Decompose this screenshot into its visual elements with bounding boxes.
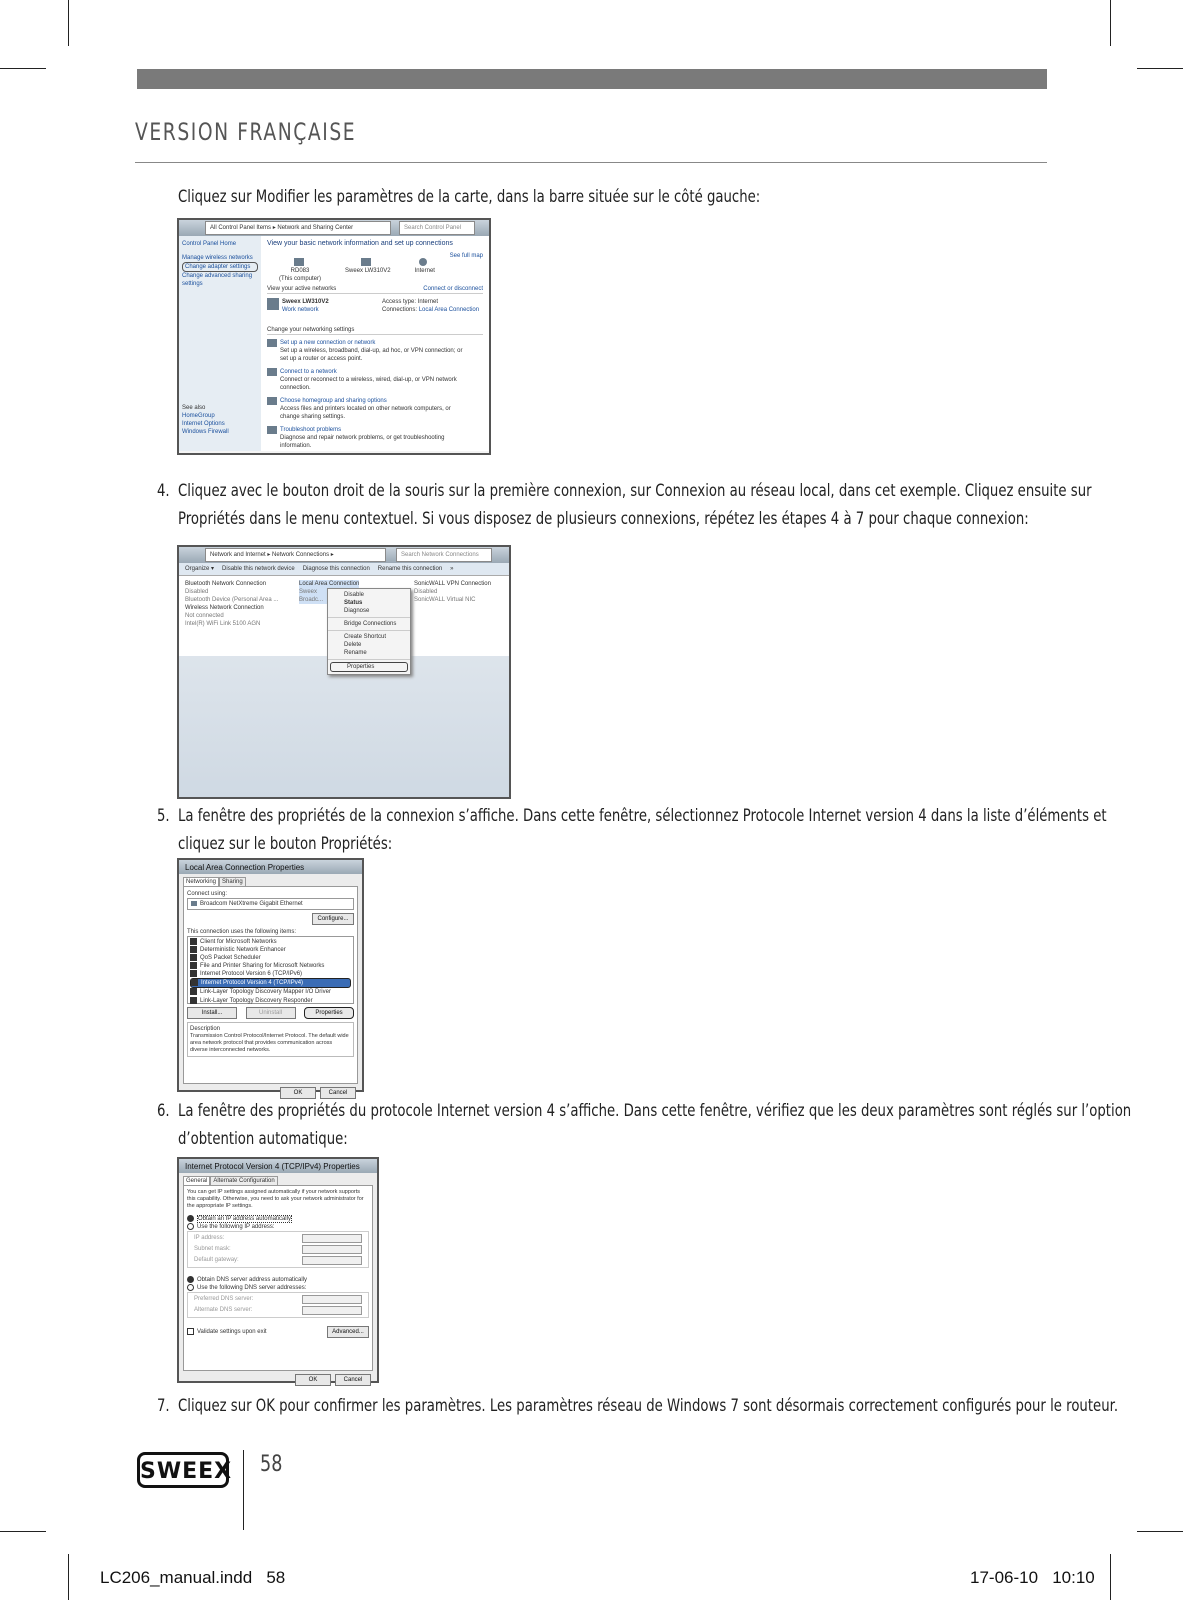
setup-connection-icon xyxy=(267,339,277,347)
connection-item[interactable]: Wireless Network Connection Not connected Intel(R) WiFi Link 5100 AGN xyxy=(185,605,264,627)
task-item[interactable]: Choose homegroup and sharing options Access files and printers located on other network computers, or change sharing settings. xyxy=(267,397,483,421)
search-box[interactable]: Search Network Connections xyxy=(396,548,492,562)
checkbox-icon[interactable] xyxy=(190,962,197,969)
list-item[interactable]: File and Printer Sharing for Microsoft Networks xyxy=(190,962,351,970)
checkbox-icon[interactable] xyxy=(190,997,197,1004)
ip-address-input[interactable] xyxy=(302,1234,362,1243)
description-text: Transmission Control Protocol/Internet Protocol. The default wide area network protocol that provides communication across diverse interconnected networks. xyxy=(190,1033,349,1053)
context-menu xyxy=(327,588,411,675)
radio-obtain-dns[interactable]: Obtain DNS server address automatically xyxy=(187,1276,369,1284)
footer-divider xyxy=(243,1450,244,1530)
toolbar-more[interactable]: » xyxy=(450,566,454,572)
slug-filename: LC206_manual.indd 58 xyxy=(100,1568,286,1587)
connect-using-label: Connect using: xyxy=(187,891,228,897)
tab-alternate[interactable]: Alternate Configuration xyxy=(210,1176,277,1185)
page-number: 58 xyxy=(260,1452,283,1477)
task-item[interactable]: Set up a new connection or network Set up a wireless, broadband, dial-up, ad hoc, or VPN connection; or set up a router or access point. xyxy=(267,339,483,363)
see-also-link[interactable]: Internet Options xyxy=(182,421,225,427)
main-pane xyxy=(261,236,489,451)
menu-item-delete[interactable]: Delete xyxy=(344,642,362,648)
items-list xyxy=(187,936,354,1004)
checkbox-icon[interactable] xyxy=(190,938,197,945)
validate-checkbox[interactable]: Validate settings upon exit xyxy=(187,1328,267,1336)
alternate-dns-input[interactable] xyxy=(302,1306,362,1315)
radio-use-dns[interactable]: Use the following DNS server addresses: xyxy=(187,1284,369,1292)
radio-icon[interactable] xyxy=(187,1223,194,1230)
list-item[interactable]: Deterministic Network Enhancer xyxy=(190,946,351,954)
sidebar-item-change-adapter[interactable]: Change adapter settings xyxy=(182,262,258,272)
items-label: This connection uses the following items: xyxy=(187,929,297,935)
see-also-link[interactable]: HomeGroup xyxy=(182,413,215,419)
network-node: RD083 (This computer) xyxy=(279,258,321,283)
step-number: 6. xyxy=(157,1101,170,1121)
screenshot-network-connections xyxy=(177,545,511,799)
step-text: La fenêtre des propriétés du protocole Internet version 4 s’affiche. Dans cette fenêtre, vérifiez que les deux paramètres sont réglés sur l’option xyxy=(178,1101,1132,1121)
menu-item-properties[interactable]: Properties xyxy=(330,662,408,672)
router-icon xyxy=(361,258,371,266)
checkbox-icon[interactable] xyxy=(190,988,197,995)
see-also-label: See also xyxy=(182,405,206,411)
toolbar-button[interactable]: Diagnose this connection xyxy=(302,566,370,572)
tab-general[interactable]: General xyxy=(183,1176,210,1185)
step-number: 5. xyxy=(157,806,170,826)
checkbox-icon[interactable] xyxy=(191,979,198,986)
checkbox-icon[interactable] xyxy=(190,970,197,977)
step-number: 7. xyxy=(157,1396,170,1416)
dialog-title: Internet Protocol Version 4 (TCP/IPv4) Properties xyxy=(179,1159,377,1173)
list-item[interactable]: Link-Layer Topology Discovery Responder xyxy=(190,997,351,1005)
checkbox-icon[interactable] xyxy=(190,954,197,961)
list-item[interactable]: QoS Packet Scheduler xyxy=(190,954,351,962)
network-name: Sweex LW310V2 xyxy=(282,298,329,305)
connections-label: Connections: xyxy=(382,306,418,313)
ip-field-row: IP address: xyxy=(194,1234,362,1243)
connection-item[interactable]: SonicWALL VPN Connection Disabled SonicWALL Virtual NIC xyxy=(414,581,491,603)
address-bar[interactable]: All Control Panel Items ▸ Network and Sharing Center xyxy=(205,221,391,235)
ok-button[interactable]: OK xyxy=(280,1087,316,1099)
step-text: cliquez sur le bouton Propriétés: xyxy=(178,834,393,854)
checkbox-icon[interactable] xyxy=(190,946,197,953)
troubleshoot-icon xyxy=(267,426,277,434)
network-type-link[interactable]: Work network xyxy=(282,306,319,313)
active-networks-label: View your active networks xyxy=(267,285,337,292)
list-item[interactable]: Client for Microsoft Networks xyxy=(190,938,351,946)
step-number: 4. xyxy=(157,481,170,501)
radio-icon[interactable] xyxy=(187,1276,194,1283)
step-text: Cliquez avec le bouton droit de la souris sur la première connexion, sur Connexion au réseau local, dans cet exemple. Cliquez ensuite sur xyxy=(178,481,1092,501)
header-bar xyxy=(137,69,1047,89)
preferred-dns-input[interactable] xyxy=(302,1295,362,1304)
crop-mark xyxy=(68,1554,69,1600)
menu-item-diagnose[interactable]: Diagnose xyxy=(344,608,370,614)
dialog-title: Local Area Connection Properties xyxy=(179,860,362,874)
advanced-button[interactable]: Advanced... xyxy=(327,1326,369,1338)
crop-mark xyxy=(1110,1554,1111,1600)
task-item[interactable]: Troubleshoot problems Diagnose and repair network problems, or get troubleshooting information. xyxy=(267,426,483,450)
sidebar-item[interactable]: Control Panel Home xyxy=(182,241,237,247)
radio-icon[interactable] xyxy=(187,1215,194,1222)
cancel-button[interactable]: Cancel xyxy=(320,1087,356,1099)
connect-network-icon xyxy=(267,368,277,376)
connections-list xyxy=(179,576,509,670)
slug-date: 17-06-10 10:10 xyxy=(970,1568,1095,1587)
connection-item[interactable]: Bluetooth Network Connection Disabled Bluetooth Device (Personal Area ... xyxy=(185,581,279,603)
toolbar-button[interactable]: Rename this connection xyxy=(377,566,443,572)
sidebar xyxy=(179,236,261,451)
crop-mark xyxy=(0,1531,46,1532)
uninstall-button[interactable]: Uninstall xyxy=(246,1007,296,1019)
toolbar xyxy=(179,563,509,576)
radio-obtain-ip[interactable]: Obtain an IP address automatically xyxy=(187,1215,369,1223)
menu-item-status[interactable]: Status xyxy=(344,600,363,606)
search-box[interactable]: Search Control Panel xyxy=(399,221,475,235)
intro-text: Cliquez sur Modifier les paramètres de la carte, dans la barre située sur le côté gauche: xyxy=(178,187,761,207)
section-title: VERSION FRANÇAISE xyxy=(135,118,357,146)
task-item[interactable]: Connect to a network Connect or reconnect to a wireless, wired, dial-up, or VPN network connection. xyxy=(267,368,483,392)
list-item[interactable]: Link-Layer Topology Discovery Mapper I/O Driver xyxy=(190,988,351,996)
adapter-field: Broadcom NetXtreme Gigabit Ethernet xyxy=(187,898,354,910)
window-titlebar xyxy=(179,547,509,563)
globe-icon xyxy=(419,258,427,266)
ok-button[interactable]: OK xyxy=(295,1374,331,1386)
see-full-map-link[interactable]: See full map xyxy=(449,253,483,259)
menu-item-disable[interactable]: Disable xyxy=(344,592,365,598)
menu-item-shortcut[interactable]: Create Shortcut xyxy=(344,634,387,640)
window-titlebar xyxy=(179,220,489,236)
see-also-link[interactable]: Windows Firewall xyxy=(182,429,229,435)
tab-sharing[interactable]: Sharing xyxy=(219,877,246,886)
page-heading: View your basic network information and set up connections xyxy=(267,240,453,247)
list-item[interactable]: Internet Protocol Version 6 (TCP/IPv6) xyxy=(190,970,351,978)
crop-mark xyxy=(1137,68,1183,69)
dns-field-row: Preferred DNS server: xyxy=(194,1295,362,1304)
menu-item-rename[interactable]: Rename xyxy=(344,650,367,656)
network-node: Sweex LW310V2 xyxy=(345,258,391,283)
change-settings-label: Change your networking settings xyxy=(267,326,483,335)
computer-icon xyxy=(294,258,304,266)
properties-button[interactable]: Properties xyxy=(304,1007,354,1019)
configure-button[interactable]: Configure... xyxy=(312,913,354,925)
intro-text: You can get IP settings assigned automatically if your network supports this capability. Otherwise, you need to ask your network administrator for the appropriate IP settings. xyxy=(187,1189,364,1209)
dns-field-row: Alternate DNS server: xyxy=(194,1306,362,1315)
checkbox-icon[interactable] xyxy=(187,1328,194,1335)
sidebar-item[interactable]: settings xyxy=(182,281,203,287)
sweex-logo: SWEEX xyxy=(137,1452,229,1488)
toolbar-button[interactable]: Disable this network device xyxy=(222,566,295,572)
access-type-label: Access type: xyxy=(382,298,417,305)
address-bar[interactable]: Network and Internet ▸ Network Connections ▸ xyxy=(205,548,386,562)
subnet-mask-input[interactable] xyxy=(302,1245,362,1254)
ip-field-row: Default gateway: xyxy=(194,1256,362,1265)
step-text: La fenêtre des propriétés de la connexion s’affiche. Dans cette fenêtre, sélectionnez Protocole Internet version 4 dans la liste d’éléments et xyxy=(178,806,1107,826)
ip-field-row: Subnet mask: xyxy=(194,1245,362,1254)
step-text: Propriétés dans le menu contextuel. Si vous disposez de plusieurs connexions, répétez les étapes 4 à 7 pour chaque connexion: xyxy=(178,509,1029,529)
description-label: Description xyxy=(190,1026,221,1032)
crop-mark xyxy=(1110,0,1111,46)
crop-mark xyxy=(0,68,46,69)
menu-item-bridge[interactable]: Bridge Connections xyxy=(344,621,397,627)
step-text: d’obtention automatique: xyxy=(178,1129,348,1149)
screenshot-ipv4-properties xyxy=(177,1157,379,1383)
connection-item-selected[interactable]: Local Area Connection Sweex Broadc... xyxy=(299,581,360,603)
connect-disconnect-link[interactable]: Connect or disconnect xyxy=(423,285,483,292)
step-text: Cliquez sur OK pour confirmer les paramètres. Les paramètres réseau de Windows 7 sont désormais correctement configurés pour le routeur. xyxy=(178,1396,1119,1416)
homegroup-icon xyxy=(267,397,277,405)
network-node: Internet xyxy=(415,258,435,283)
crop-mark xyxy=(68,0,69,46)
screenshot-network-sharing-center xyxy=(177,218,491,455)
gateway-input[interactable] xyxy=(302,1256,362,1265)
connection-link[interactable]: Local Area Connection xyxy=(418,306,480,313)
radio-icon[interactable] xyxy=(187,1284,194,1291)
screenshot-lan-properties xyxy=(177,858,364,1096)
tab-networking[interactable]: Networking xyxy=(183,877,219,886)
cancel-button[interactable]: Cancel xyxy=(335,1374,371,1386)
access-type-value: Internet xyxy=(417,298,439,305)
sidebar-item[interactable]: Manage wireless networks xyxy=(182,255,253,261)
task-list xyxy=(267,339,483,450)
sidebar-item[interactable]: Change advanced sharing xyxy=(182,273,253,279)
crop-mark xyxy=(1137,1531,1183,1532)
network-icon xyxy=(267,298,279,310)
header-rule xyxy=(135,162,1047,163)
adapter-icon xyxy=(191,901,197,906)
organize-button[interactable]: Organize ▾ xyxy=(185,566,215,572)
install-button[interactable]: Install... xyxy=(187,1007,237,1019)
list-item-selected[interactable]: Internet Protocol Version 4 (TCP/IPv4) xyxy=(190,978,351,988)
radio-use-ip[interactable]: Use the following IP address: xyxy=(187,1223,369,1231)
